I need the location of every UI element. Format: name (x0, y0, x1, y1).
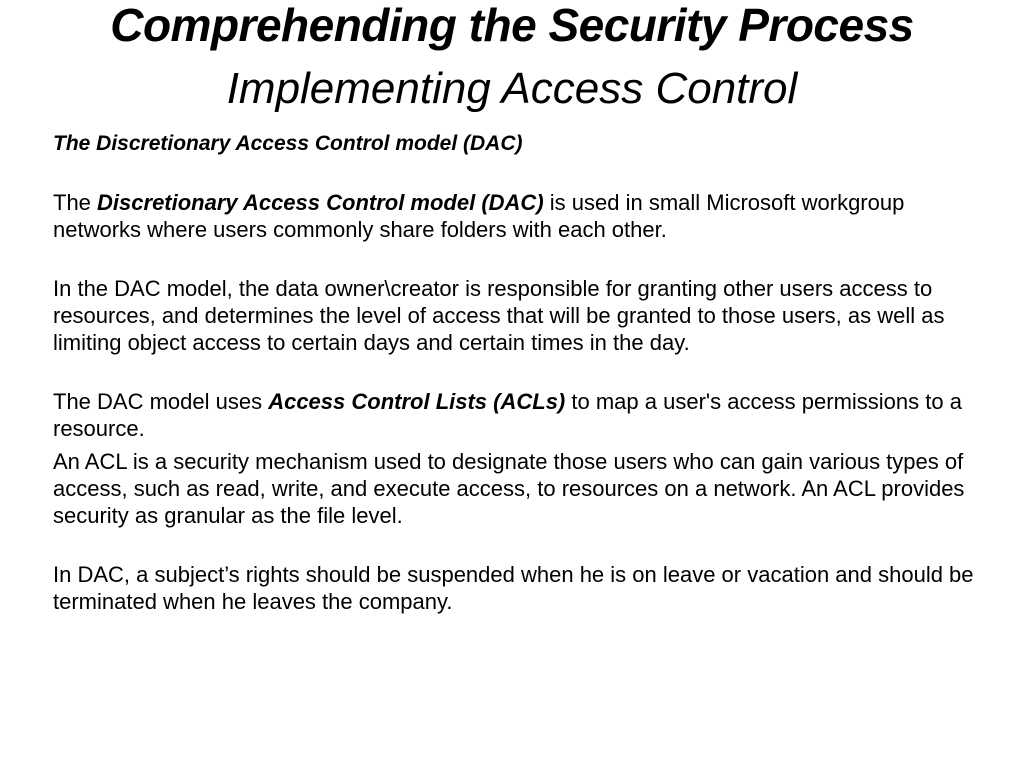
text-run: to map a user's access permissions to a resource. (53, 389, 962, 441)
paragraph-acl-definition: An ACL is a security mechanism used to designate those users who can gain various types of access, such as read, write, and execute access, to resources on a network. An ACL provides security as granular as the file level. (53, 449, 965, 528)
paragraph-acl-usage (53, 388, 983, 442)
paragraph-subject-rights: In DAC, a subject’s rights should be suspended when he is on leave or vacation and should be terminated when he leaves the company. (53, 562, 974, 614)
paragraph-dac-definition (53, 189, 983, 243)
emphasis-dac-term: Discretionary Access Control model (DAC) (97, 190, 544, 215)
slide-body (53, 130, 983, 615)
text-run: The DAC model uses (53, 389, 269, 414)
paragraph-data-owner: In the DAC model, the data owner\creator is responsible for granting other users access to resources, and determines the level of access that will be granted to those users, as well as limiting object access to certain days and certain times in the day. (53, 276, 945, 355)
title-block (40, 2, 984, 114)
text-run: The (53, 190, 98, 215)
section-heading: The Discretionary Access Control model (DAC) (53, 132, 523, 155)
slide-subtitle: Implementing Access Control (226, 64, 798, 113)
text-run: is used in small Microsoft workgroup networks where users commonly share folders with each other. (53, 190, 905, 242)
slide-title: Comprehending the Security Process (110, 0, 914, 51)
emphasis-acl-term: Access Control Lists (ACLs) (268, 389, 566, 414)
